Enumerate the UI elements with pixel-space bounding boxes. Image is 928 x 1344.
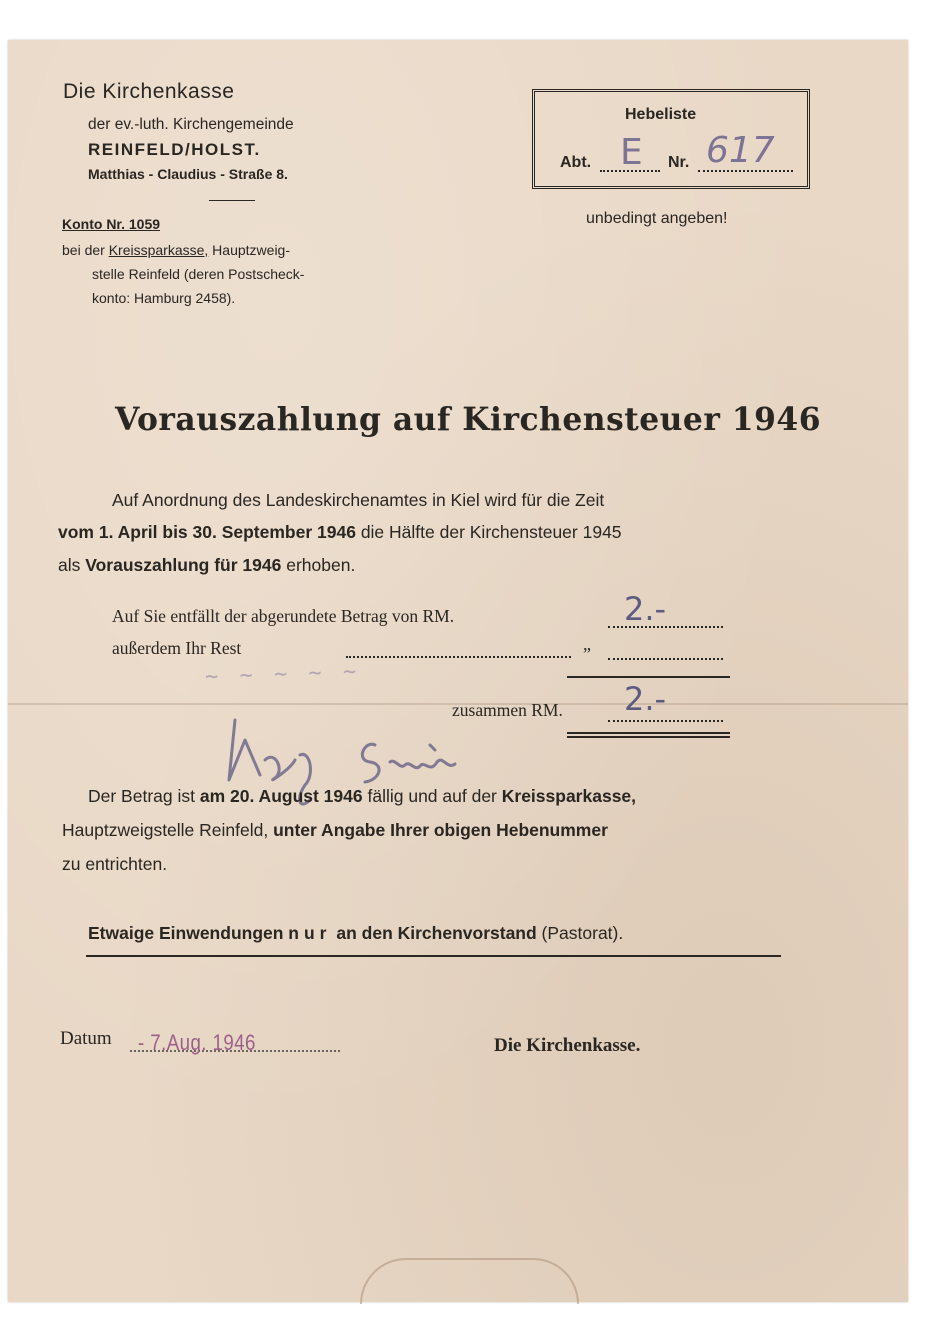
faded-stamp: ~ ~ ~ ~ ~ (204, 659, 361, 690)
rest-label: außerdem Ihr Rest (112, 638, 242, 658)
paragraph2-line1: Der Betrag ist am 20. August 1946 fällig und auf der Kreissparkasse, (88, 786, 637, 806)
account-line-2: stelle Reinfeld (deren Postscheck- (92, 266, 305, 282)
paragraph1-line1: Auf Anordnung des Landeskirchenamtes in Kiel wird für die Zeit (112, 490, 605, 510)
paragraph2-line2: Hauptzweigstelle Reinfeld, unter Angabe Ihrer obigen Hebenummer (62, 820, 608, 840)
account-line-3: konto: Hamburg 2458). (92, 290, 236, 306)
amount-value: 2.- (624, 590, 667, 628)
hebeliste-note: unbedingt angeben! (586, 210, 728, 227)
sum-rule (567, 676, 730, 678)
header-divider (209, 200, 255, 201)
rest-ditto-mark: „ (583, 634, 591, 654)
sender-street: Matthias - Claudius - Straße 8. (88, 166, 288, 182)
hebeliste-title: Hebeliste (625, 106, 697, 123)
hebeliste-nr-label: Nr. (668, 154, 690, 171)
sender-parish: der ev.-luth. Kirchengemeinde (88, 116, 294, 133)
paragraph1-line3: als Vorauszahlung für 1946 erhoben. (58, 555, 356, 575)
rest-value-line (608, 658, 723, 660)
total-value: 2.- (624, 680, 667, 718)
total-double-rule-bottom (567, 736, 730, 738)
envelope-tab-cutout (360, 1258, 579, 1304)
amount-label: Auf Sie entfällt der abgerundete Betrag von RM. (112, 606, 455, 626)
total-label: zusammen RM. (452, 700, 563, 720)
account-line-1: bei der Kreissparkasse, Hauptzweig- (62, 242, 290, 258)
hebeliste-abt-label: Abt. (560, 154, 592, 171)
paragraph1-line2: vom 1. April bis 30. September 1946 die Hälfte der Kirchensteuer 1945 (58, 522, 622, 542)
date-stamp-value: - 7.Aug. 1946 (138, 1030, 256, 1055)
objection-notice: Etwaige Einwendungen nur an den Kirchenvorstand (Pastorat). (88, 923, 624, 943)
rest-dotted-line (346, 656, 571, 658)
account-number: Konto Nr. 1059 (62, 216, 161, 232)
hebeliste-nr-value: 617 (706, 130, 775, 171)
objection-underline (86, 955, 781, 957)
sender-title: Die Kirchenkasse (63, 80, 235, 103)
document-heading: Vorauszahlung auf Kirchensteuer 1946 (115, 400, 822, 438)
sender-city: REINFELD/HOLST. (88, 140, 261, 159)
date-label: Datum (60, 1028, 112, 1049)
paragraph2-line3: zu entrichten. (62, 854, 168, 874)
signature-line: Die Kirchenkasse. (494, 1035, 641, 1056)
total-line (608, 720, 723, 722)
total-double-rule-top (567, 732, 730, 734)
hebeliste-abt-value: E (620, 132, 643, 173)
